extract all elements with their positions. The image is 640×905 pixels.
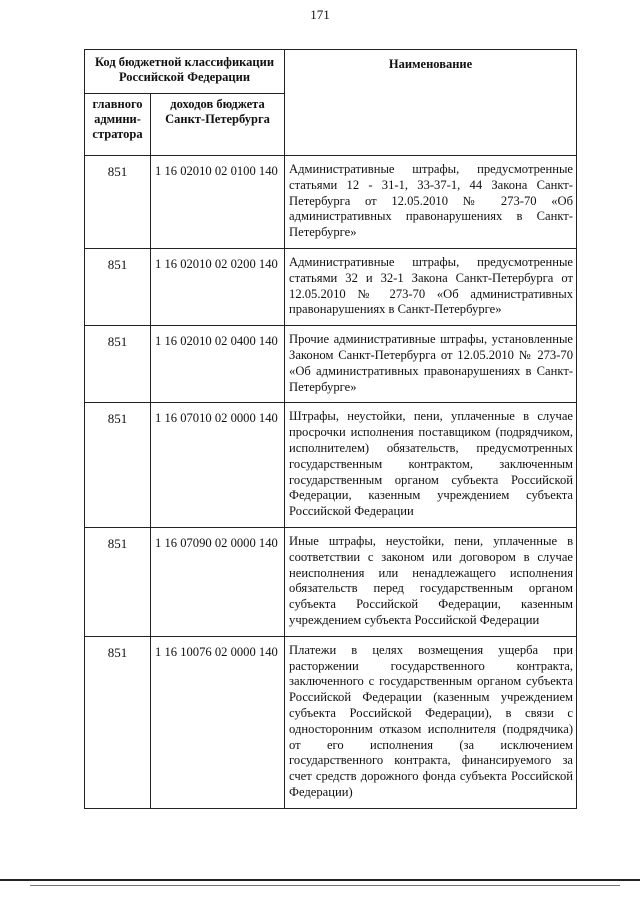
header-income: доходов бюджета Санкт-Петербурга (151, 94, 285, 156)
table-row (85, 156, 577, 249)
table-row (85, 326, 577, 403)
name-cell: Административные штрафы, предусмотренные статьями 32 и 32-1 Закона Санкт-Петербурга от 12.05.2010 № 273-70 «Об административных правонарушениях в Санкт-Петербурге» (285, 248, 577, 325)
income-code-cell: 1 16 02010 02 0400 140 (151, 326, 285, 403)
header-admin: главного админи-стратора (85, 94, 151, 156)
admin-code-cell: 851 (85, 156, 151, 249)
admin-code-cell: 851 (85, 403, 151, 528)
table-row (85, 527, 577, 636)
name-cell: Прочие административные штрафы, установленные Законом Санкт-Петербурга от 12.05.2010 № 273-70 «Об административных правонарушениях в Санкт-Петербурге» (285, 326, 577, 403)
table-row (85, 403, 577, 528)
page-number: 171 (310, 7, 330, 22)
admin-code-cell: 851 (85, 636, 151, 808)
footer-rule-secondary (30, 885, 620, 886)
name-cell: Иные штрафы, неустойки, пени, уплаченные в соответствии с законом или договором в случае неисполнения или ненадлежащего исполнения обязательств перед государственным органом субъекта Российской Федерации, казенным учреждением субъекта Российской Федерации (285, 527, 577, 636)
budget-classification-table (84, 49, 577, 809)
income-code-cell: 1 16 07010 02 0000 140 (151, 403, 285, 528)
table-row (85, 248, 577, 325)
table-row (85, 636, 577, 808)
name-cell: Платежи в целях возмещения ущерба при расторжении государственного контракта, заключенного с государственным органом субъекта Российской Федерации (казенным учреждением субъекта Российской Федерации), в связи с односторонним отказом исполнителя (подрядчика) от его исполнения (за исключением государственного контракта, финансируемого за счет средств дорожного фонда субъекта Российской Федерации) (285, 636, 577, 808)
header-row (85, 50, 577, 94)
income-code-cell: 1 16 02010 02 0100 140 (151, 156, 285, 249)
admin-code-cell: 851 (85, 248, 151, 325)
income-code-cell: 1 16 02010 02 0200 140 (151, 248, 285, 325)
name-cell: Штрафы, неустойки, пени, уплаченные в случае просрочки исполнения поставщиком (подрядчиком, исполнителем) обязательств, предусмотренных государственным контрактом, заключенным государственным органом субъекта Российской Федерации, казенным учреждением субъекта Российской Федерации (285, 403, 577, 528)
income-code-cell: 1 16 10076 02 0000 140 (151, 636, 285, 808)
admin-code-cell: 851 (85, 527, 151, 636)
footer-rule (0, 879, 640, 881)
admin-code-cell: 851 (85, 326, 151, 403)
header-code: Код бюджетной классификации Российской Федерации (85, 50, 285, 94)
header-name: Наименование (285, 50, 577, 156)
income-code-cell: 1 16 07090 02 0000 140 (151, 527, 285, 636)
name-cell: Административные штрафы, предусмотренные статьями 12 - 31-1, 33-37-1, 44 Закона Санкт-Петербурга от 12.05.2010 № 273-70 «Об административных правонарушениях в Санкт-Петербурге» (285, 156, 577, 249)
